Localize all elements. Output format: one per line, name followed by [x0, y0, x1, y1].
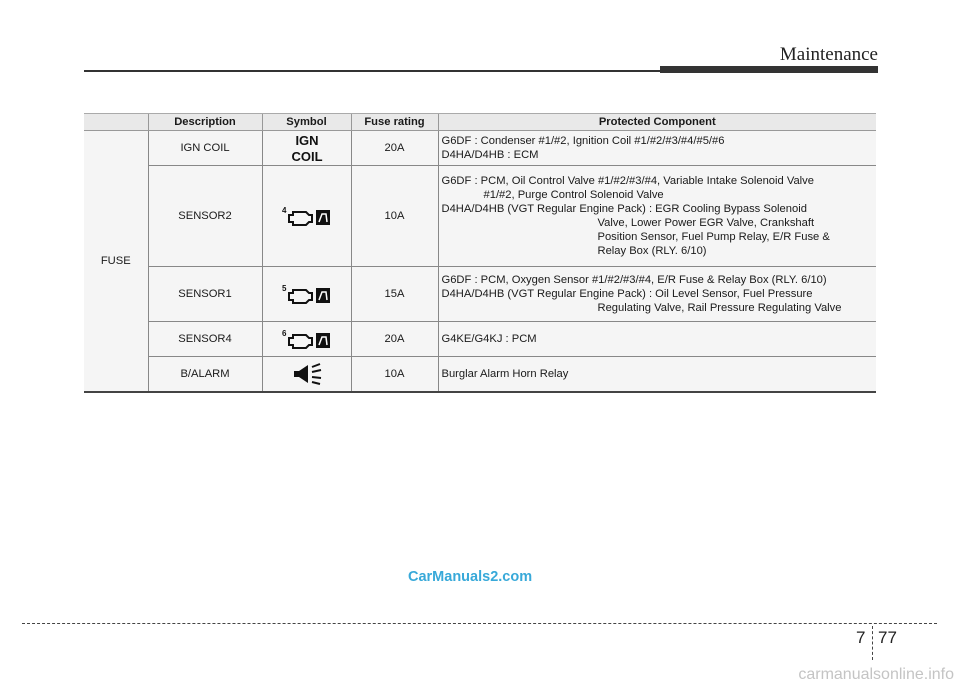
- fuse-rating-cell: 10A: [351, 357, 438, 392]
- engine-sensor-icon: [262, 322, 351, 357]
- protected-component-cell: [438, 267, 876, 322]
- description-cell: B/ALARM: [148, 357, 262, 392]
- category-cell: FUSE: [84, 131, 148, 392]
- protected-component-cell: [438, 131, 876, 166]
- header-rule: [84, 70, 664, 72]
- component-line: Position Sensor, Fuel Pump Relay, E/R Fuse &: [597, 231, 830, 243]
- component-line: Valve, Lower Power EGR Valve, Crankshaft: [597, 217, 815, 229]
- column-header-description: Description: [148, 114, 262, 131]
- component-line: G6DF : PCM, Oxygen Sensor #1/#2/#3/#4, E/R Fuse & Relay Box (RLY. 6/10): [441, 274, 827, 286]
- watermark-corner: carmanualsonline.info: [798, 666, 954, 683]
- description-cell: SENSOR1: [148, 267, 262, 322]
- component-line: G6DF : PCM, Oil Control Valve #1/#2/#3/#4, Variable Intake Solenoid Valve: [441, 175, 814, 187]
- component-line: G6DF : Condenser #1/#2, Ignition Coil #1/#2/#3/#4/#5/#6: [441, 135, 725, 147]
- symbol-line-coil: COIL: [290, 149, 323, 164]
- fuse-rating-cell: 10A: [351, 166, 438, 267]
- component-line: D4HA/D4HB (VGT Regular Engine Pack) : Oil Level Sensor, Fuel Pressure: [441, 288, 813, 300]
- engine-sensor-icon: [262, 267, 351, 322]
- horn-alarm-icon: [262, 357, 351, 392]
- sensor-number: 6: [281, 329, 286, 338]
- sensor-number: 5: [281, 284, 286, 293]
- column-header-symbol: Symbol: [262, 114, 351, 131]
- component-line: #1/#2, Purge Control Solenoid Valve: [483, 189, 664, 201]
- fuse-rating-cell: 15A: [351, 267, 438, 322]
- page-number-divider: [872, 626, 873, 660]
- protected-component-cell: [438, 357, 876, 392]
- column-header-protected-component: Protected Component: [438, 114, 876, 131]
- table-row: [84, 322, 876, 357]
- page-number: 77: [878, 628, 897, 647]
- table-row: [84, 166, 876, 267]
- column-header-fuse-rating: Fuse rating: [351, 114, 438, 131]
- table-row: [84, 267, 876, 322]
- component-line: D4HA/D4HB : ECM: [441, 149, 539, 161]
- section-title: Maintenance: [779, 44, 878, 65]
- fuse-rating-cell: 20A: [351, 322, 438, 357]
- description-cell: SENSOR4: [148, 322, 262, 357]
- component-line: D4HA/D4HB (VGT Regular Engine Pack) : EGR Cooling Bypass Solenoid: [441, 203, 807, 215]
- symbol-line-ign: IGN: [294, 133, 319, 148]
- description-cell: IGN COIL: [148, 131, 262, 166]
- table-row: [84, 131, 876, 166]
- component-line: Regulating Valve, Rail Pressure Regulating Valve: [597, 302, 842, 314]
- engine-sensor-icon: [262, 166, 351, 267]
- table-header-row: [84, 114, 876, 131]
- fuse-rating-cell: 20A: [351, 131, 438, 166]
- section-number: 7: [856, 628, 866, 647]
- table-row: [84, 357, 876, 392]
- fuse-table: [84, 113, 876, 393]
- component-line: Relay Box (RLY. 6/10): [597, 245, 707, 257]
- sensor-number: 4: [281, 206, 286, 215]
- component-line: Burglar Alarm Horn Relay: [441, 367, 569, 380]
- protected-component-cell: [438, 166, 876, 267]
- description-cell: SENSOR2: [148, 166, 262, 267]
- ign-coil-text-icon: [262, 131, 351, 166]
- component-line: G4KE/G4KJ : PCM: [441, 333, 537, 345]
- category-header: [84, 114, 148, 131]
- header-bar: [660, 66, 878, 73]
- protected-component-cell: [438, 322, 876, 357]
- watermark-center: CarManuals2.com: [408, 569, 533, 585]
- footer-rule: [22, 623, 937, 624]
